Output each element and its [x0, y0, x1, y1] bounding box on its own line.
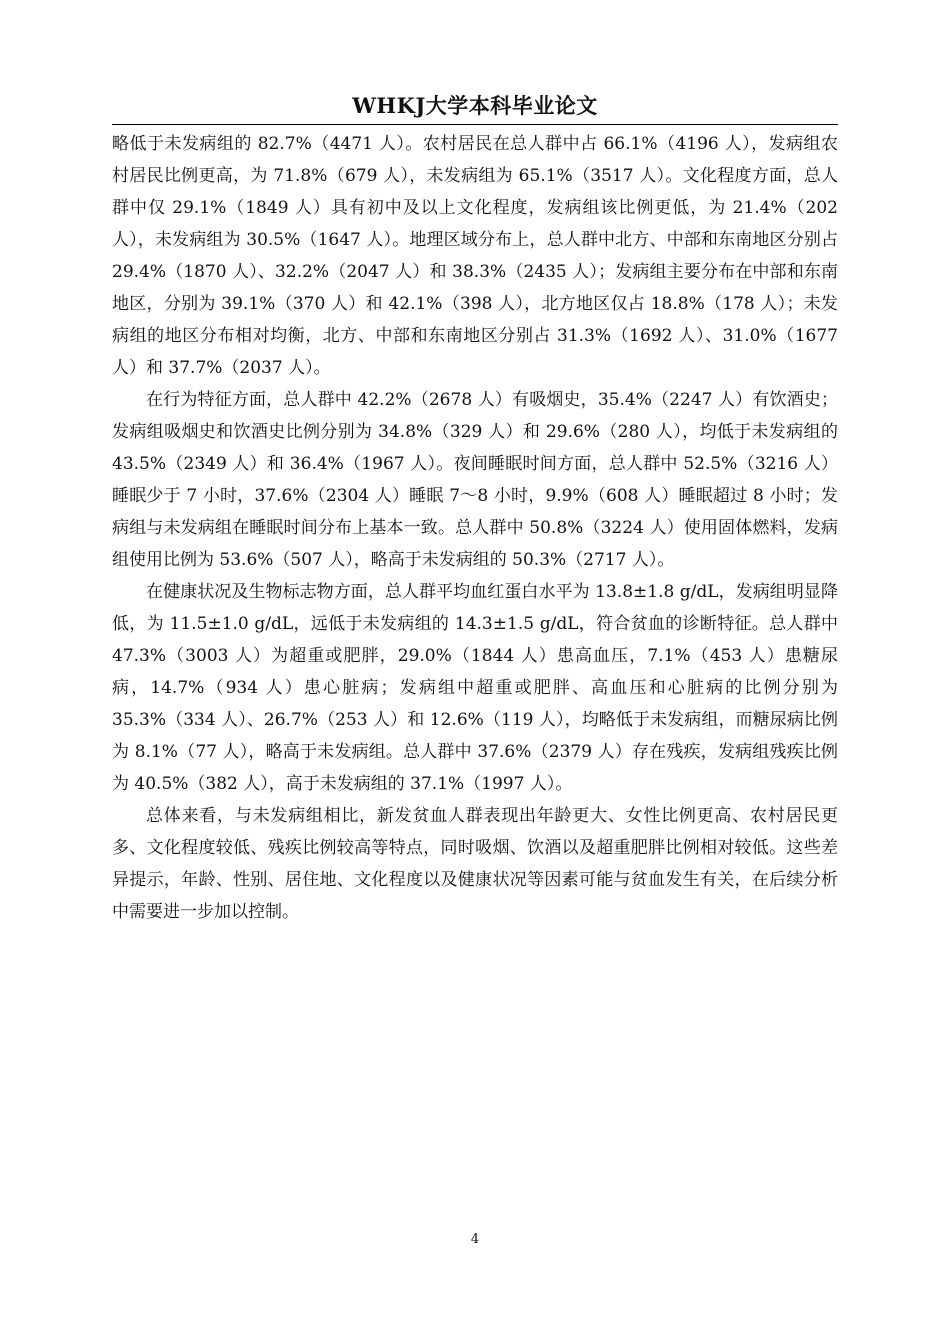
page-number: 4	[470, 1232, 480, 1247]
paragraph-behavior: 在行为特征方面，总人群中 42.2%（2678 人）有吸烟史，35.4%（2247 人）有饮酒史；发病组吸烟史和饮酒史比例分别为 34.8%（329 人）和 29.6%（280 人），均低于未发病组的 43.5%（2349 人）和 36.4%（1967 人）。夜间睡眠时间方面，总人群中 52.5%（3216 人）睡眠少于 7 小时，37.6%（2304 人）睡眠 7～8 小时，9.9%（608 人）睡眠超过 8 小时；发病组与未发病组在睡眠时间分布上基本一致。总人群中 50.8%（3224 人）使用固体燃料，发病组使用比例为 53.6%（507 人），略高于未发病组的 50.3%（2717 人）。	[112, 390, 838, 570]
body-text	[112, 128, 838, 928]
header-divider	[112, 124, 838, 125]
paragraph-summary: 总体来看，与未发病组相比，新发贫血人群表现出年龄更大、女性比例更高、农村居民更多、文化程度较低、残疾比例较高等特点，同时吸烟、饮酒以及超重肥胖比例相对较低。这些差异提示，年龄、性别、居住地、文化程度以及健康状况等因素可能与贫血发生有关，在后续分析中需要进一步加以控制。	[112, 806, 838, 922]
paragraph-demographics-continued: 略低于未发病组的 82.7%（4471 人）。农村居民在总人群中占 66.1%（4196 人），发病组农村居民比例更高，为 71.8%（679 人），未发病组为 65.1%（3517 人）。文化程度方面，总人群中仅 29.1%（1849 人）具有初中及以上文化程度，发病组该比例更低，为 21.4%（202 人），未发病组为 30.5%（1647 人）。地理区域分布上，总人群中北方、中部和东南地区分别占 29.4%（1870 人）、32.2%（2047 人）和 38.3%（2435 人）；发病组主要分布在中部和东南地区，分别为 39.1%（370 人）和 42.1%（398 人），北方地区仅占 18.8%（178 人）；未发病组的地区分布相对均衡，北方、中部和东南地区分别占 31.3%（1692 人）、31.0%（1677 人）和 37.7%（2037 人）。	[112, 134, 838, 378]
paragraph-health-status: 在健康状况及生物标志物方面，总人群平均血红蛋白水平为 13.8±1.8 g/dL，发病组明显降低，为 11.5±1.0 g/dL，远低于未发病组的 14.3±1.5 g/dL，符合贫血的诊断特征。总人群中 47.3%（3003 人）为超重或肥胖，29.0%（1844 人）患高血压，7.1%（453 人）患糖尿病，14.7%（934 人）患心脏病；发病组中超重或肥胖、高血压和心脏病的比例分别为 35.3%（334 人）、26.7%（253 人）和 12.6%（119 人），均略低于未发病组，而糖尿病比例为 8.1%（77 人），略高于未发病组。总人群中 37.6%（2379 人）存在残疾，发病组残疾比例为 40.5%（382 人），高于未发病组的 37.1%（1997 人）。	[112, 582, 838, 794]
page-header-title: WHKJ大学本科毕业论文	[352, 93, 598, 118]
